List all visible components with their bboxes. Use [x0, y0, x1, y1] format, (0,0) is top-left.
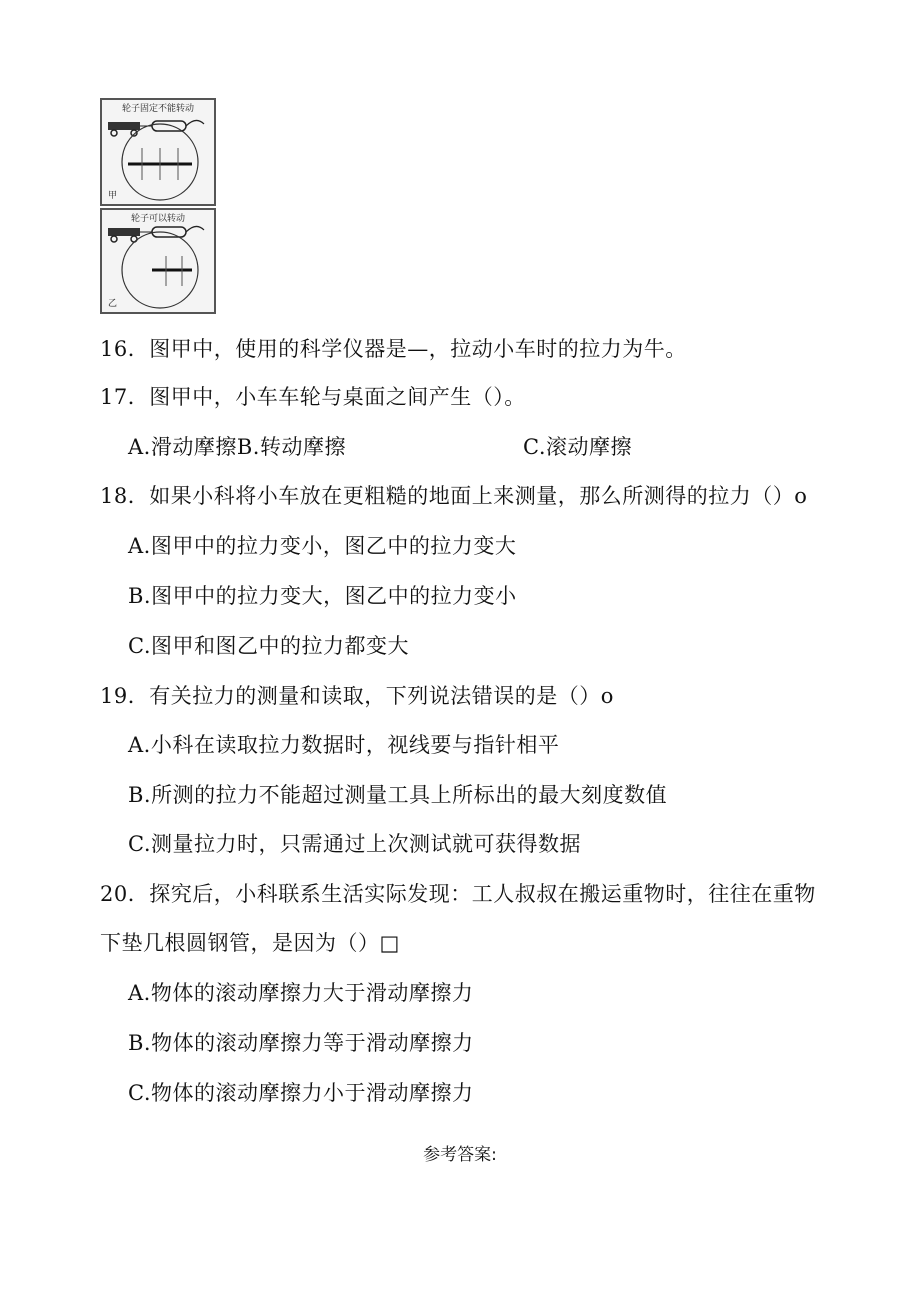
question-17: 17．图甲中，小车车轮与桌面之间产生（）。	[100, 385, 526, 409]
hand-hook	[186, 226, 204, 232]
option-18-c: C.图甲和图乙中的拉力都变大	[128, 634, 409, 658]
option-18-b: B.图甲中的拉力变大，图乙中的拉力变小	[128, 584, 517, 608]
question-19: 19．有关拉力的测量和读取，下列说法错误的是（）o	[100, 684, 614, 708]
option-18-a: A.图甲中的拉力变小，图乙中的拉力变大	[128, 534, 517, 558]
option-19-b: B.所测的拉力不能超过测量工具上所标出的最大刻度数值	[128, 783, 668, 807]
option-19-a: A.小科在读取拉力数据时，视线要与指针相平	[128, 733, 560, 757]
option-17-c: C.滚动摩擦	[523, 435, 632, 459]
spring-scale-diagram-jia	[102, 100, 214, 204]
figure-jia	[100, 98, 216, 206]
cart-body	[108, 228, 140, 236]
cart-wheel	[111, 236, 117, 242]
question-17-options	[128, 432, 828, 462]
option-17-ab: A.滑动摩擦B.转动摩擦	[128, 435, 346, 459]
option-20-b: B.物体的滚动摩擦力等于滑动摩擦力	[128, 1031, 474, 1055]
question-20-line1: 20．探究后，小科联系生活实际发现：工人叔叔在搬运重物时，往往在重物	[100, 882, 816, 906]
question-16: 16．图甲中，使用的科学仪器是—，拉动小车时的拉力为牛。	[100, 337, 687, 361]
answer-heading: 参考答案:	[423, 1145, 497, 1165]
question-18: 18．如果小科将小车放在更粗糙的地面上来测量，那么所测得的拉力（）o	[100, 484, 808, 508]
figure-yi	[100, 208, 216, 314]
spring-scale	[152, 121, 186, 131]
spring-scale-diagram-yi	[102, 210, 214, 312]
option-20-c: C.物体的滚动摩擦力小于滑动摩擦力	[128, 1081, 474, 1105]
figure-label: 乙	[108, 299, 118, 309]
option-19-c: C.测量拉力时，只需通过上次测试就可获得数据	[128, 832, 581, 856]
figure-label: 甲	[108, 191, 118, 201]
hand-hook	[186, 120, 204, 126]
question-20-line2: 下垫几根圆钢管，是因为（）□	[100, 931, 400, 955]
option-20-a: A.物体的滚动摩擦力大于滑动摩擦力	[128, 981, 474, 1005]
figure-caption: 轮子固定不能转动	[121, 104, 195, 114]
figure-caption: 轮子可以转动	[130, 214, 186, 224]
cart-wheel	[111, 130, 117, 136]
cart-body	[108, 122, 140, 130]
